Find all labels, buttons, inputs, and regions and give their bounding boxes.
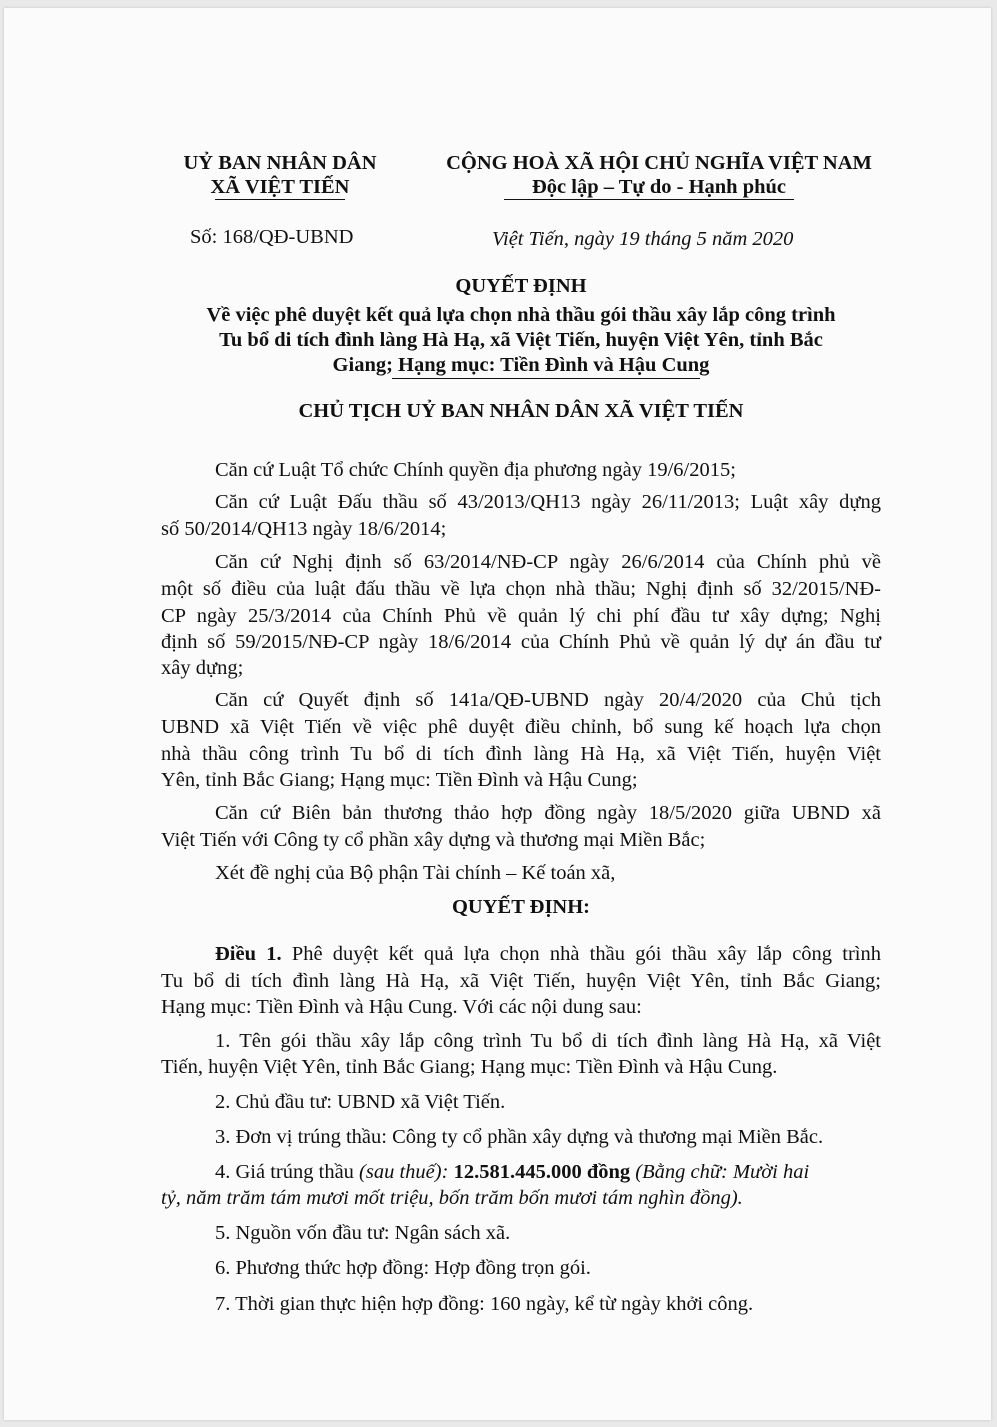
national-title: CỘNG HOÀ XÃ HỘI CHỦ NGHĨA VIỆT NAM — [446, 152, 872, 174]
issuing-authority: CHỦ TỊCH UỶ BAN NHÂN DÂN XÃ VIỆT TIẾN — [298, 400, 744, 422]
article-1-line: Hạng mục: Tiền Đình và Hậu Cung. Với các nội dung sau: — [161, 996, 642, 1018]
bid-price-words-cont: tỷ, năm trăm tám mươi mốt triệu, bốn trăm bốn mươi tám nghìn đồng). — [161, 1187, 743, 1209]
proposal-basis: Xét đề nghị của Bộ phận Tài chính – Kế toán xã, — [215, 862, 616, 884]
legal-basis-3-cont: định số 59/2015/NĐ-CP ngày 18/6/2014 của Chính Phủ về quản lý dự án đầu tư — [161, 631, 881, 653]
item-bid-price — [215, 1160, 809, 1184]
article-1-line — [215, 942, 881, 966]
legal-basis-4-cont: UBND xã Việt Tiến về việc phê duyệt điều chỉnh, bổ sung kế hoạch lựa chọn — [161, 716, 881, 738]
item-contract-duration: 7. Thời gian thực hiện hợp đồng: 160 ngày, kể từ ngày khởi công. — [215, 1293, 754, 1315]
bid-price-label: 4. Giá trúng thầu — [215, 1161, 360, 1183]
article-1-line: Tu bổ di tích đình làng Hà Hạ, xã Việt Tiến, huyện Việt Yên, tỉnh Bắc Giang; — [161, 970, 881, 992]
issue-date: Việt Tiến, ngày 19 tháng 5 năm 2020 — [492, 228, 794, 250]
legal-basis-4-cont: nhà thầu công trình Tu bổ di tích đình làng Hà Hạ, xã Việt Tiến, huyện Việt — [161, 743, 881, 765]
agency-name: UỶ BAN NHÂN DÂN — [183, 152, 377, 174]
motto-underline — [504, 199, 794, 200]
decision-heading: QUYẾT ĐỊNH: — [451, 896, 590, 918]
legal-basis-3-cont: một số điều của luật đấu thầu về lựa chọn nhà thầu; Nghị định số 32/2015/NĐ- — [161, 578, 881, 600]
document-number: Số: 168/QĐ-UBND — [190, 226, 354, 248]
bid-price-amount: 12.581.445.000 đồng — [448, 1161, 631, 1183]
item-package-name-cont: Tiến, huyện Việt Yên, tỉnh Bắc Giang; Hạng mục: Tiền Đình và Hậu Cung. — [161, 1056, 778, 1078]
legal-basis-2: Căn cứ Luật Đấu thầu số 43/2013/QH13 ngày 26/11/2013; Luật xây dựng — [215, 491, 881, 513]
item-contract-type: 6. Phương thức hợp đồng: Hợp đồng trọn gói. — [215, 1257, 591, 1279]
subject-line: Tu bổ di tích đình làng Hà Hạ, xã Việt Tiến, huyện Việt Yên, tỉnh Bắc — [219, 329, 823, 351]
legal-basis-3-cont: xây dựng; — [161, 657, 244, 679]
legal-basis-4: Căn cứ Quyết định số 141a/QĐ-UBND ngày 20/4/2020 của Chủ tịch — [215, 689, 881, 711]
legal-basis-3-cont: CP ngày 25/3/2014 của Chính Phủ về quản lý chi phí đầu tư xây dựng; Nghị — [161, 605, 881, 627]
item-funding-source: 5. Nguồn vốn đầu tư: Ngân sách xã. — [215, 1222, 511, 1244]
item-package-name: 1. Tên gói thầu xây lắp công trình Tu bổ di tích đình làng Hà Hạ, xã Việt — [215, 1030, 881, 1052]
bid-price-note: (sau thuế): — [359, 1161, 449, 1183]
legal-basis-1: Căn cứ Luật Tổ chức Chính quyền địa phương ngày 19/6/2015; — [215, 459, 736, 481]
document-page — [4, 8, 991, 1420]
commune-name: XÃ VIỆT TIẾN — [210, 176, 350, 198]
legal-basis-4-cont: Yên, tỉnh Bắc Giang; Hạng mục: Tiền Đình và Hậu Cung; — [161, 769, 638, 791]
legal-basis-5-cont: Việt Tiến với Công ty cổ phần xây dựng và thương mại Miền Bắc; — [161, 829, 706, 851]
legal-basis-5: Căn cứ Biên bản thương thảo hợp đồng ngày 18/5/2020 giữa UBND xã — [215, 802, 881, 824]
subject-line: Giang; Hạng mục: Tiền Đình và Hậu Cung — [332, 354, 710, 376]
item-investor: 2. Chủ đầu tư: UBND xã Việt Tiến. — [215, 1091, 506, 1113]
item-winning-bidder: 3. Đơn vị trúng thầu: Công ty cổ phần xây dựng và thương mại Miền Bắc. — [215, 1126, 824, 1148]
subject-underline — [392, 378, 700, 379]
article-1-label: Điều 1. — [215, 943, 282, 965]
national-motto: Độc lập – Tự do - Hạnh phúc — [531, 176, 786, 198]
subject-line: Về việc phê duyệt kết quả lựa chọn nhà thầu gói thầu xây lắp công trình — [206, 304, 836, 326]
legal-basis-3: Căn cứ Nghị định số 63/2014/NĐ-CP ngày 26/6/2014 của Chính phủ về — [215, 551, 881, 573]
legal-basis-2-cont: số 50/2014/QH13 ngày 18/6/2014; — [161, 518, 447, 540]
decision-title: QUYẾT ĐỊNH — [455, 275, 587, 297]
article-1-text: Phê duyệt kết quả lựa chọn nhà thầu gói thầu xây lắp công trình — [281, 943, 882, 965]
bid-price-words: (Bằng chữ: Mười hai — [630, 1161, 810, 1183]
commune-underline — [215, 199, 345, 200]
